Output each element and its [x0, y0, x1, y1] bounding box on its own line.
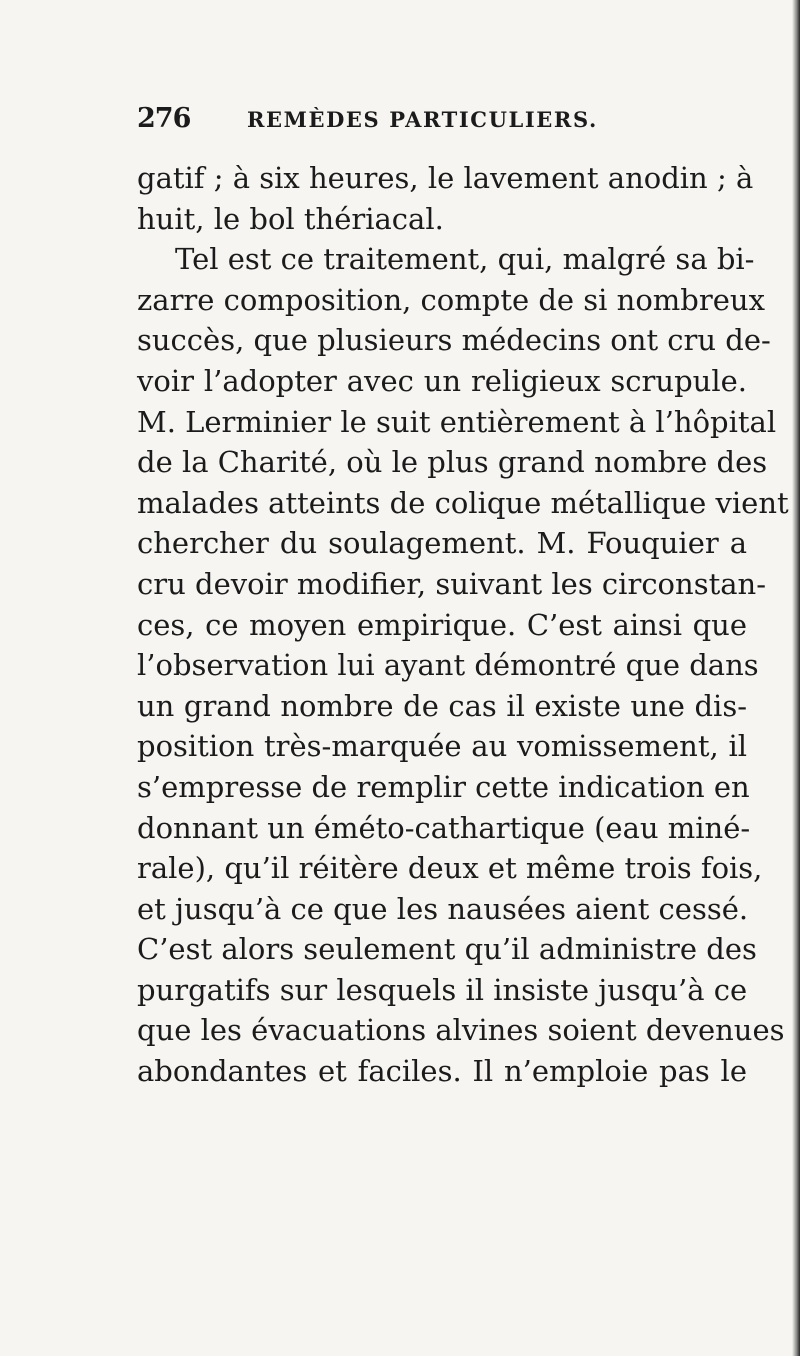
text-line: succès, que plusieurs médecins ont cru de- — [137, 323, 771, 358]
text-line: et jusqu’à ce que les nausées aient cessé. — [137, 891, 749, 926]
text-line: ces, ce moyen empirique. C’est ainsi que — [137, 607, 747, 642]
text-line: l’observation lui ayant démontré que dans — [137, 648, 759, 683]
text-line: que les évacuations alvines soient devenues — [137, 1013, 785, 1048]
text-line: zarre composition, compte de si nombreux — [137, 282, 765, 317]
text-line: position très-marquée au vomissement, il — [137, 729, 747, 764]
text-line: s’empresse de remplir cette indication en — [137, 769, 750, 804]
running-head: REMÈDES PARTICULIERS. — [247, 107, 598, 132]
text-line: un grand nombre de cas il existe une dis- — [137, 688, 747, 723]
text-line: rale), qu’il réitère deux et même trois fois, — [137, 851, 763, 886]
page-header — [137, 103, 697, 143]
text-line: voir l’adopter avec un religieux scrupule. — [137, 363, 747, 398]
text-line: chercher du soulagement. M. Fouquier a — [137, 526, 747, 561]
text-line: malades atteints de colique métallique vient — [137, 485, 789, 520]
text-line: de la Charité, où le plus grand nombre des — [137, 445, 768, 480]
text-line: M. Lerminier le suit entièrement à l’hôpital — [137, 404, 777, 439]
body-text — [137, 158, 789, 1092]
text-line: donnant un éméto-cathartique (eau miné- — [137, 810, 751, 845]
text-line: abondantes et faciles. Il n’emploie pas le — [137, 1054, 747, 1089]
page-edge-shadow — [792, 0, 800, 1356]
text-line: purgatifs sur lesquels il insiste jusqu’à ce — [137, 972, 748, 1007]
text-line: Tel est ce traitement, qui, malgré sa bi- — [175, 242, 755, 277]
text-line: C’est alors seulement qu’il administre des — [137, 932, 757, 967]
text-line: huit, le bol thériacal. — [137, 201, 444, 236]
page-number: 276 — [137, 103, 191, 134]
text-line: cru devoir modifier, suivant les circonstan- — [137, 566, 766, 601]
text-line: gatif ; à six heures, le lavement anodin ; à — [137, 161, 754, 195]
